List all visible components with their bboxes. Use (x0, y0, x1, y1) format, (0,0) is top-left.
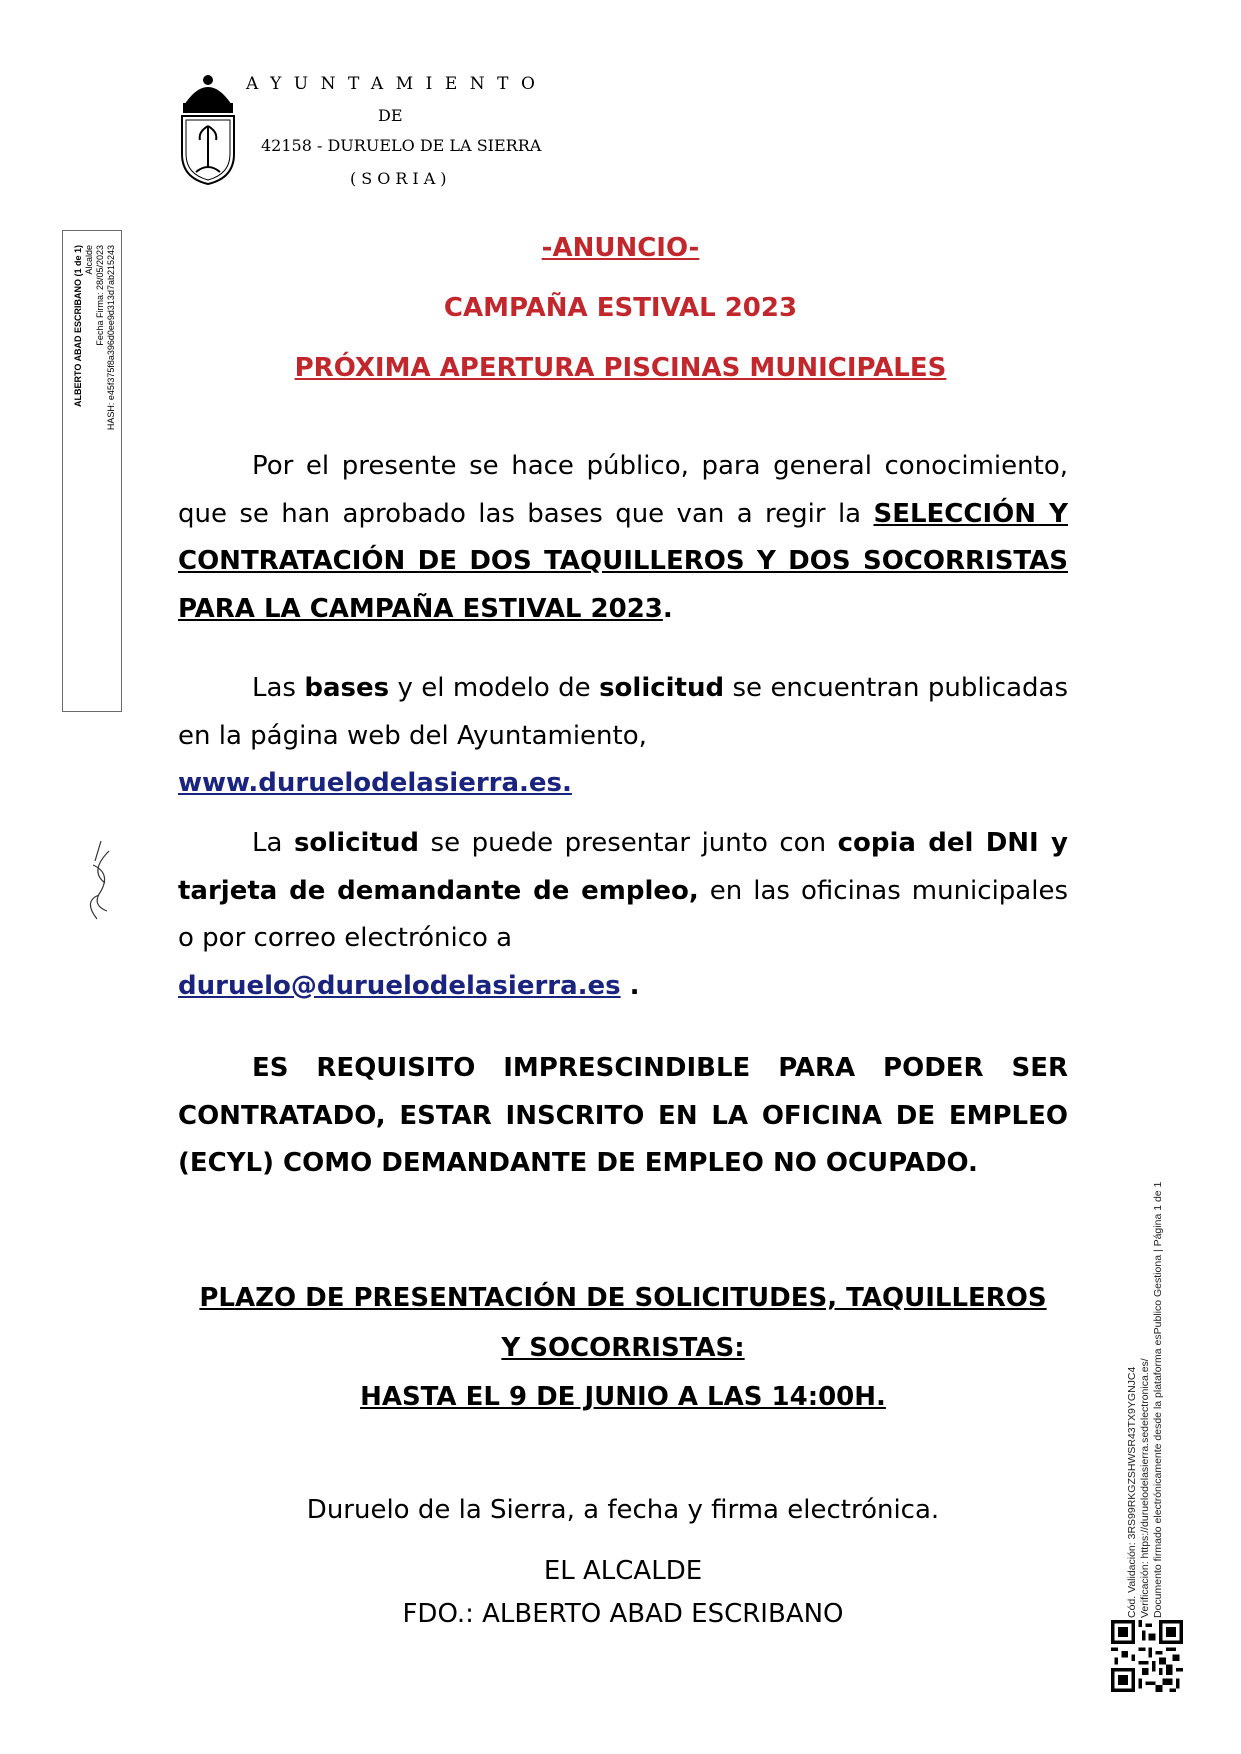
stamp-date: Fecha Firma: 28/05/2023 (95, 245, 105, 346)
letterhead-line-2: DE (378, 106, 403, 125)
closing-place: Duruelo de la Sierra, a fecha y firma electrónica. (306, 1495, 940, 1525)
p1-bold: SELECCIÓN Y CONTRATACIÓN DE DOS TAQUILLEROS Y DOS SOCORRISTAS PARA LA CAMPAÑA ESTIVAL 2023 (178, 498, 1068, 624)
letterhead-line-3: 42158 - DURUELO DE LA SIERRA (261, 136, 542, 155)
heading-anuncio: -ANUNCIO- (541, 233, 700, 263)
stamp-signer: ALBERTO ABAD ESCRIBANO (1 de 1) (73, 245, 83, 408)
letterhead-line-4: (SORIA) (350, 169, 452, 188)
p2-text-1: Las (252, 673, 305, 703)
qr-code-icon (1111, 1620, 1183, 1692)
paragraph-bases (178, 665, 1068, 808)
verification-note: Documento firmado electrónicamente desde la plataforma esPublico Gestiona | Página 1 de 1 (1152, 1181, 1164, 1618)
p3-end: . (620, 970, 640, 1001)
signature-block (178, 1550, 1068, 1636)
deadline: HASTA EL 9 DE JUNIO A LAS 14:00H. (360, 1382, 886, 1412)
paragraph-announcement (178, 443, 1068, 633)
plazo-line-1: PLAZO DE PRESENTACIÓN DE SOLICITUDES, TAQUILLEROS (199, 1283, 1047, 1313)
paragraph-solicitud (178, 820, 1068, 1010)
p1-text: Por el presente se hace público, para general conocimiento, que se han aprobado las bases que van a regir la (178, 451, 1068, 529)
signer-title: EL ALCALDE (543, 1556, 703, 1586)
plazo-heading (178, 1273, 1068, 1373)
signer-name: FDO.: ALBERTO ABAD ESCRIBANO (402, 1599, 844, 1629)
p2-text-2: y el modelo de (389, 673, 600, 703)
p1-end: . (662, 593, 673, 624)
p3-bold-docs: copia del DNI y tarjeta de demandante de empleo, (178, 828, 1068, 906)
p3-text-2: se puede presentar junto con (419, 828, 838, 858)
verification-code: Cód. Validación: 3RS99RKGZSHWSR43TX9YGNJC4 (1126, 1366, 1138, 1618)
stamp-hash: HASH: e45f375f8a396d0ee9d313d7ab215243 (106, 245, 116, 431)
email-link[interactable]: duruelo@duruelodelasierra.es (178, 970, 621, 1001)
coat-of-arms-icon (178, 74, 238, 186)
plazo-line-2: Y SOCORRISTAS: (501, 1333, 745, 1363)
p3-text-3: en las oficinas municipales o por correo electrónico a (178, 875, 1068, 953)
stamp-role: Alcalde (84, 245, 94, 275)
p2-bold-bases: bases (304, 673, 390, 703)
p3-text-1: La (252, 828, 294, 858)
handwritten-signature-icon (71, 831, 121, 931)
verification-url: Verificación: https://duruelodelasierra.sedelectronica.es/ (1139, 1358, 1151, 1618)
paragraph-requisito: ES REQUISITO IMPRESCINDIBLE PARA PODER SER CONTRATADO, ESTAR INSCRITO EN LA OFICINA DE EMPLEO (ECYL) COMO DEMANDANTE DE EMPLEO NO OCUPADO. (178, 1053, 1068, 1178)
p3-bold-solicitud: solicitud (293, 828, 419, 858)
verification-strip (1126, 1098, 1176, 1618)
p2-text-3: se encuentran publicadas en la página web del Ayuntamiento, (178, 673, 1068, 751)
heading-campana: CAMPAÑA ESTIVAL 2023 (443, 293, 798, 323)
letterhead-line-1: AYUNTAMIENTO (246, 74, 548, 94)
website-link[interactable]: www.duruelodelasierra.es. (178, 768, 572, 798)
heading-proxima: PRÓXIMA APERTURA PISCINAS MUNICIPALES (294, 353, 947, 383)
p2-bold-solicitud: solicitud (599, 673, 725, 703)
